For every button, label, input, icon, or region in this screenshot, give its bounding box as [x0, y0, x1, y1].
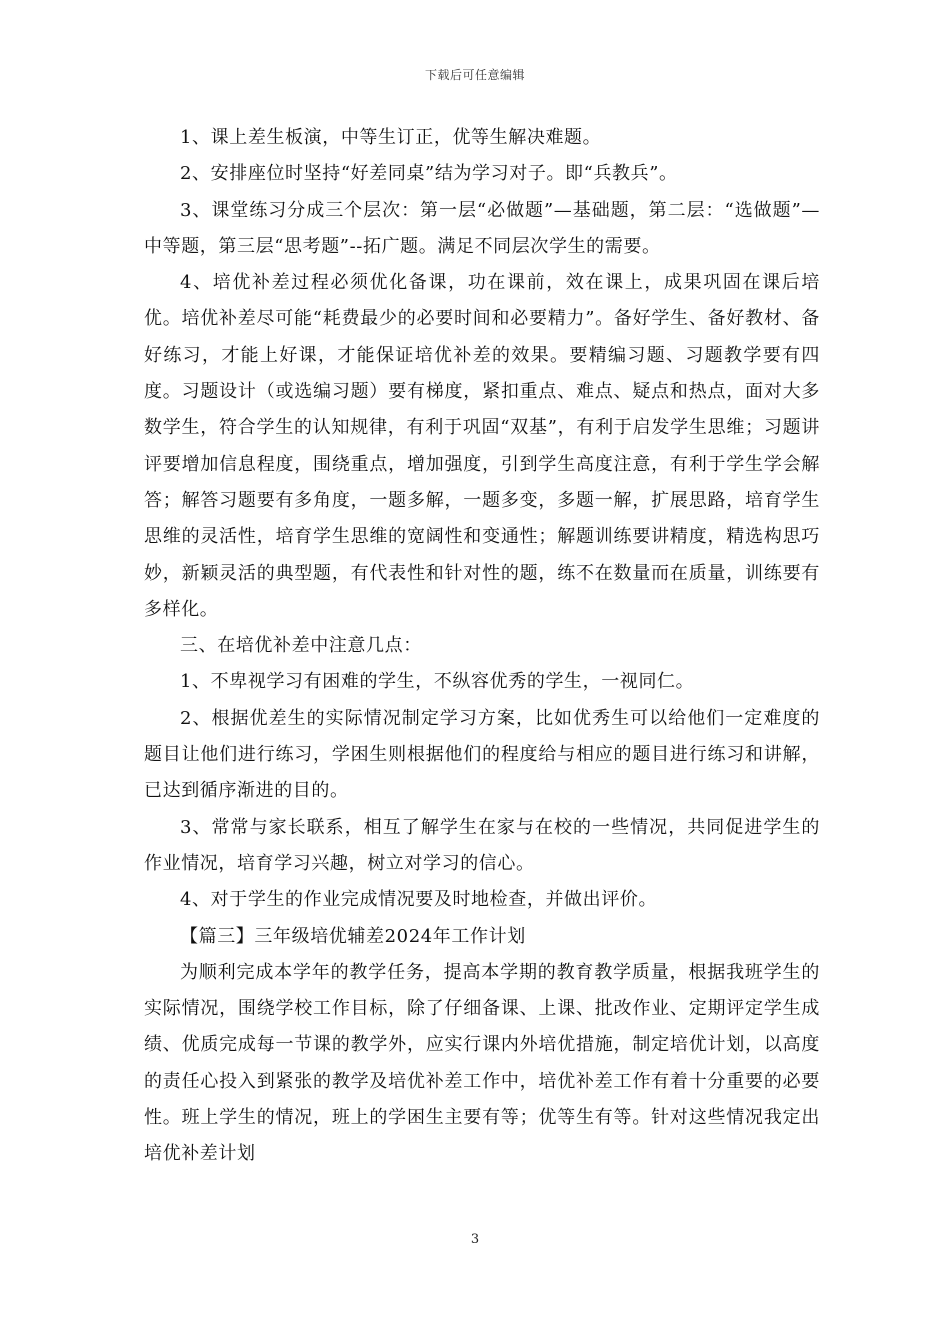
- paragraph-item-1: 1、课上差生板演，中等生订正，优等生解决难题。: [180, 127, 602, 148]
- paragraph-plan-intro: 为顺利完成本学年的教学任务，提高本学期的教育教学质量，根据我班学生的实际情况，围绕学校工作目标，除了仔细备课、上课、批改作业、定期评定学生成绩、优质完成每一节课的教学外，应实行课内外培优措施，制定培优计划，以高度的责任心投入到紧张的教学及培优补差工作中，培优补差工作有着十分重要的必要性。班上学生的情况，班上的学困生主要有等；优等生有等。针对这些情况我定出培优补差计划: [144, 961, 820, 1165]
- page-number: 3: [470, 1232, 480, 1247]
- paragraph-item-4: 4、培优补差过程必须优化备课，功在课前，效在课上，成果巩固在课后培优。培优补差尽可能“耗费最少的必要时间和必要精力”。备好学生、备好教材、备好练习，才能上好课，才能保证培优补差的效果。要精编习题、习题教学要有四度。习题设计（或选编习题）要有梯度，紧扣重点、难点、疑点和热点，面对大多数学生，符合学生的认知规律，有利于巩固“双基”，有利于启发学生思维；习题讲评要增加信息程度，围绕重点，增加强度，引到学生高度注意，有利于学生学会解答；解答习题要有多角度，一题多解，一题多变，多题一解，扩展思路，培育学生思维的灵活性，培育学生思维的宽阔性和变通性；解题训练要讲精度，精选构思巧妙，新颖灵活的典型题，有代表性和针对性的题，练不在数量而在质量，训练要有多样化。: [144, 272, 820, 620]
- section-heading-three: 三、在培优补差中注意几点：: [180, 635, 422, 657]
- document-body: [144, 120, 820, 1173]
- paragraph-note-4: 4、对于学生的作业完成情况要及时地检查，并做出评价。: [180, 889, 658, 911]
- header-note: 下载后可任意编辑: [424, 68, 525, 82]
- paragraph-item-2: 2、安排座位时坚持“好差同桌”结为学习对子。即“兵教兵”。: [180, 163, 678, 185]
- paragraph-item-3: 3、课堂练习分成三个层次：第一层“必做题”—基础题，第二层：“选做题”—中等题，第三层“思考题”--拓广题。满足不同层次学生的需要。: [144, 199, 820, 257]
- paragraph-note-1: 1、不卑视学习有困难的学生，不纵容优秀的学生，一视同仁。: [180, 671, 695, 693]
- paragraph-note-2: 2、根据优差生的实际情况制定学习方案，比如优秀生可以给他们一定难度的题目让他们进行练习，学困生则根据他们的程度给与相应的题目进行练习和讲解，已达到循序渐进的目的。: [144, 707, 820, 802]
- article-heading-part-three: 【篇三】三年级培优辅差2024年工作计划: [180, 925, 526, 947]
- paragraph-note-3: 3、常常与家长联系，相互了解学生在家与在校的一些情况，共同促进学生的作业情况，培育学习兴趣，树立对学习的信心。: [144, 816, 820, 874]
